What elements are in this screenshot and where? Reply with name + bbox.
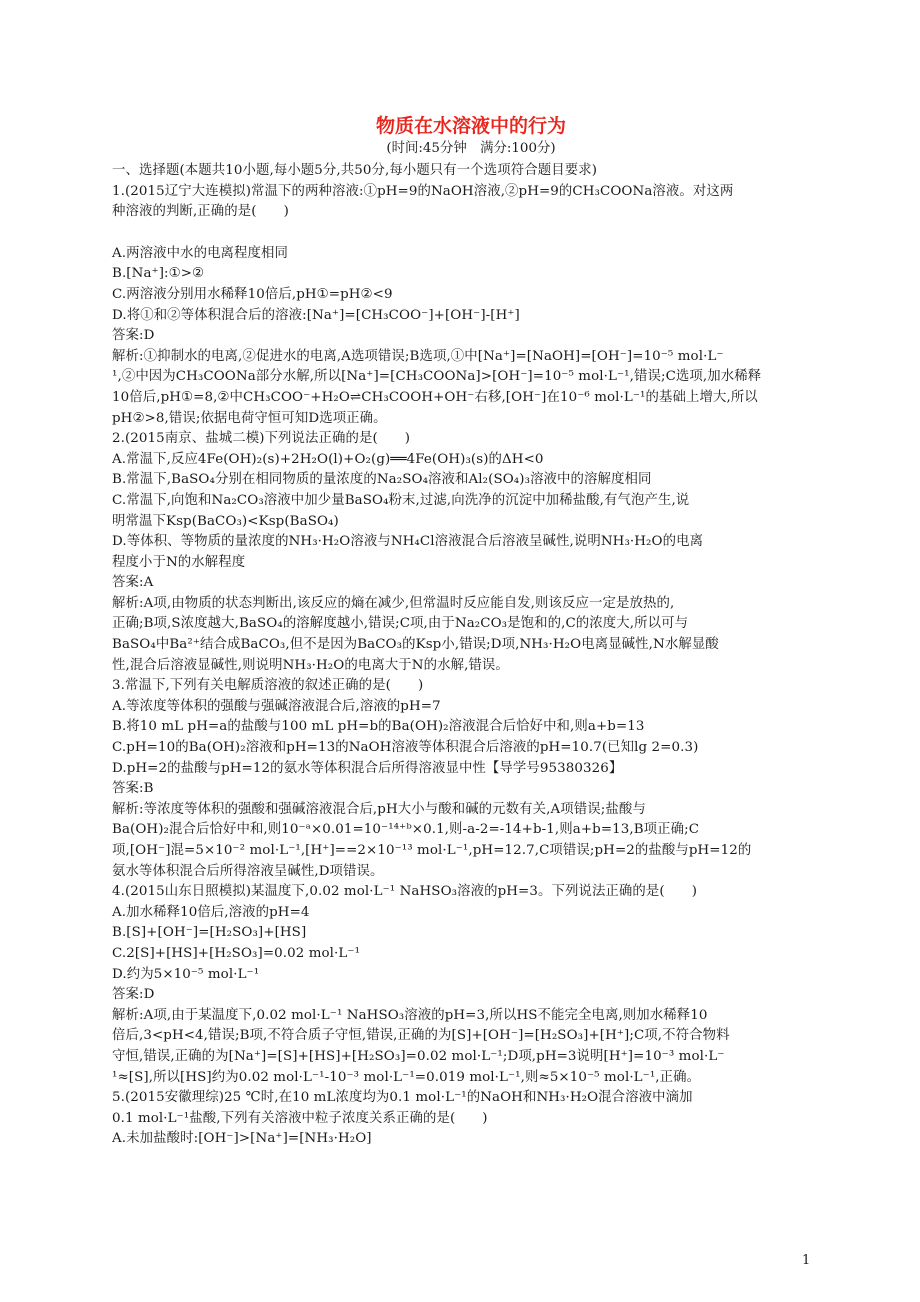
section-heading: 一、选择题(本题共10小题,每小题5分,共50分,每小题只有一个选项符合题目要求)	[112, 163, 598, 178]
q1-option-c: C.两溶液分别用水稀释10倍后,pH①=pH②<9	[112, 286, 393, 302]
q1-analysis-line-3: 10倍后,pH①=8,②中CH₃COO⁻+H₂O⇌CH₃COOH+OH⁻右移,[OH⁻]在10⁻⁶ mol·L⁻¹的基础上增大,所以	[112, 389, 758, 405]
q2-option-d-line-1: D.等体积、等物质的量浓度的NH₃·H₂O溶液与NH₄Cl溶液混合后溶液呈碱性,说明NH₃·H₂O的电离	[112, 534, 704, 550]
q1-option-d: D.将①和②等体积混合后的溶液:[Na⁺]=[CH₃COO⁻]+[OH⁻]-[H⁺]	[112, 307, 520, 323]
question-4	[112, 882, 808, 1088]
q4-stem: 4.(2015山东日照模拟)某温度下,0.02 mol·L⁻¹ NaHSO₃溶液的pH=3。下列说法正确的是( )	[112, 884, 698, 900]
q4-option-b: B.[S]+[OH⁻]=[H₂SO₃]+[HS]	[112, 925, 307, 941]
question-5	[112, 1088, 808, 1150]
document-page	[112, 113, 808, 1150]
q4-analysis-line-2: 倍后,3<pH<4,错误;B项,不符合质子守恒,错误,正确的为[S]+[OH⁻]=[H₂SO₃]+[H⁺];C项,不符合物料	[112, 1028, 730, 1044]
q1-stem-line-1: 1.(2015辽宁大连模拟)常温下的两种溶液:①pH=9的NaOH溶液,②pH=9的CH₃COONa溶液。对这两	[112, 183, 734, 199]
q2-option-d-line-2: 程度小于N的水解程度	[112, 554, 246, 570]
q1-analysis-line-4: pH②>8,错误;依据电荷守恒可知D选项正确。	[112, 410, 387, 426]
q4-option-c: C.2[S]+[HS]+[H₂SO₃]=0.02 mol·L⁻¹	[112, 945, 361, 961]
q4-answer: 答案:D	[112, 987, 155, 1003]
q3-analysis-line-4: 氨水等体积混合后所得溶液呈碱性,D项错误。	[112, 863, 384, 879]
q4-analysis-line-3: 守恒,错误,正确的为[Na⁺]=[S]+[HS]+[H₂SO₃]=0.02 mol·L⁻¹;D项,pH=3说明[H⁺]=10⁻³ mol·L⁻	[112, 1048, 725, 1064]
q5-stem-line-2: 0.1 mol·L⁻¹盐酸,下列有关溶液中粒子浓度关系正确的是( )	[112, 1110, 488, 1126]
q3-option-a: A.等浓度等体积的强酸与强碱溶液混合后,溶液的pH=7	[112, 698, 441, 714]
q4-option-d: D.约为5×10⁻⁵ mol·L⁻¹	[112, 966, 260, 982]
q2-option-a: A.常温下,反应4Fe(OH)₂(s)+2H₂O(l)+O₂(g)══4Fe(OH)₃(s)的ΔH<0	[112, 451, 544, 467]
document-subtitle: (时间:45分钟 满分:100分)	[386, 141, 556, 156]
q1-analysis-line-2: ¹,②中因为CH₃COONa部分水解,所以[Na⁺]=[CH₃COONa]>[OH⁻]=10⁻⁵ mol·L⁻¹,错误;C选项,加水稀释	[112, 369, 762, 385]
q3-analysis-line-1: 解析:等浓度等体积的强酸和强碱溶液混合后,pH大小与酸和碱的元数有关,A项错误;盐酸与	[112, 801, 646, 817]
q3-analysis-line-2: Ba(OH)₂混合后恰好中和,则10⁻ᵃ×0.01=10⁻¹⁴⁺ᵇ×0.1,则-a-2=-14+b-1,则a+b=13,B项正确;C	[112, 822, 700, 838]
document-title: 物质在水溶液中的行为	[375, 115, 566, 137]
q1-answer: 答案:D	[112, 328, 155, 344]
q3-stem: 3.常温下,下列有关电解质溶液的叙述正确的是( )	[112, 678, 424, 694]
q1-option-b: B.[Na⁺]:①>②	[112, 266, 205, 282]
q5-option-a: A.未加盐酸时:[OH⁻]>[Na⁺]=[NH₃·H₂O]	[112, 1131, 372, 1147]
q4-analysis-line-4: ¹≈[S],所以[HS]约为0.02 mol·L⁻¹-10⁻³ mol·L⁻¹=0.019 mol·L⁻¹,则≈5×10⁻⁵ mol·L⁻¹,正确。	[112, 1069, 701, 1085]
question-3	[112, 676, 808, 882]
q3-option-c: C.pH=10的Ba(OH)₂溶液和pH=13的NaOH溶液等体积混合后溶液的pH=10.7(已知lg 2=0.3)	[112, 740, 699, 756]
page-number: 1	[802, 1253, 811, 1268]
q2-option-c-line-1: C.常温下,向饱和Na₂CO₃溶液中加少量BaSO₄粉末,过滤,向洗净的沉淀中加稀盐酸,有气泡产生,说	[112, 492, 690, 508]
q2-analysis-line-4: 性,混合后溶液显碱性,则说明NH₃·H₂O的电离大于N的水解,错误。	[112, 657, 509, 673]
question-2	[112, 429, 808, 676]
q3-option-d: D.pH=2的盐酸与pH=12的氨水等体积混合后所得溶液显中性【导学号95380326】	[112, 760, 623, 776]
question-1	[112, 182, 808, 430]
q1-analysis-line-1: 解析:①抑制水的电离,②促进水的电离,A选项错误;B选项,①中[Na⁺]=[NaOH]=[OH⁻]=10⁻⁵ mol·L⁻	[112, 348, 724, 364]
q2-analysis-line-3: BaSO₄中Ba²⁺结合成BaCO₃,但不是因为BaCO₃的Ksp小,错误;D项,NH₃·H₂O电离显碱性,N水解显酸	[112, 637, 719, 653]
q3-analysis-line-3: 项,[OH⁻]混=5×10⁻² mol·L⁻¹,[H⁺]==2×10⁻¹³ mol·L⁻¹,pH=12.7,C项错误;pH=2的盐酸与pH=12的	[112, 843, 752, 858]
q2-analysis-line-2: 正确;B项,S浓度越大,BaSO₄的溶解度越小,错误;C项,由于Na₂CO₃是饱和的,C的浓度大,所以可与	[112, 616, 689, 632]
q4-analysis-line-1: 解析:A项,由于某温度下,0.02 mol·L⁻¹ NaHSO₃溶液的pH=3,所以HS不能完全电离,则加水稀释10	[112, 1007, 708, 1023]
q4-option-a: A.加水稀释10倍后,溶液的pH=4	[112, 904, 310, 920]
q2-option-b: B.常温下,BaSO₄分别在相同物质的量浓度的Na₂SO₄溶液和Al₂(SO₄)₃溶液中的溶解度相同	[112, 472, 652, 488]
q2-analysis-line-1: 解析:A项,由物质的状态判断出,该反应的熵在减少,但常温时反应能自发,则该反应一定是放热的,	[112, 595, 675, 611]
q2-option-c-line-2: 明常温下Ksp(BaCO₃)<Ksp(BaSO₄)	[112, 513, 339, 529]
q3-option-b: B.将10 mL pH=a的盐酸与100 mL pH=b的Ba(OH)₂溶液混合后恰好中和,则a+b=13	[112, 719, 645, 735]
q3-answer: 答案:B	[112, 781, 154, 797]
q1-blank-gap	[112, 223, 808, 244]
q1-option-a: A.两溶液中水的电离程度相同	[112, 245, 289, 261]
q2-stem: 2.(2015南京、盐城二模)下列说法正确的是( )	[112, 431, 411, 447]
q2-answer: 答案:A	[112, 575, 154, 591]
q5-stem-line-1: 5.(2015安徽理综)25 ℃时,在10 mL浓度均为0.1 mol·L⁻¹的NaOH和NH₃·H₂O混合溶液中滴加	[112, 1090, 693, 1106]
q1-stem-line-2: 种溶液的判断,正确的是( )	[112, 204, 289, 220]
